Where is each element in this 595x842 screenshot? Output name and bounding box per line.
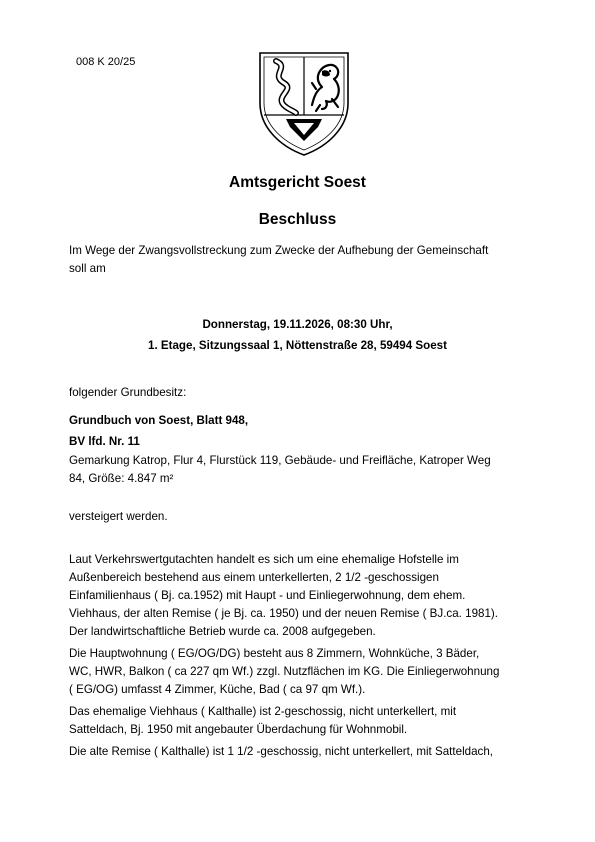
intro-paragraph <box>69 242 531 278</box>
document-type-heading: Beschluss <box>258 211 337 228</box>
property-intro: folgender Grundbesitz: <box>69 386 187 399</box>
details-line: Das ehemalige Viehhaus ( Kalthalle) ist 2-geschossig, nicht unterkellert, mit <box>69 705 457 718</box>
details-paragraph <box>69 703 531 739</box>
file-number: 008 K 20/25 <box>76 56 136 68</box>
property-block <box>69 410 531 488</box>
auction-term <box>0 314 595 356</box>
details-line: Außenbereich bestehend aus einem unterkellerten, 2 1/2 -geschossigen <box>69 571 439 584</box>
intro-line: Im Wege der Zwangsvollstreckung zum Zwecke der Aufhebung der Gemeinschaft <box>69 244 489 257</box>
details-line: Die Hauptwohnung ( EG/OG/DG) besteht aus 8 Zimmern, Wohnküche, 3 Bäder, <box>69 647 480 660</box>
details-line: Die alte Remise ( Kalthalle) ist 1 1/2 -geschossig, nicht unterkellert, mit Satteldach, <box>69 745 494 758</box>
details-paragraph <box>69 551 531 641</box>
details-section <box>69 551 531 765</box>
nrw-coat-of-arms-icon <box>256 49 352 157</box>
details-line: Der landwirtschaftliche Betrieb wurde ca. 2008 aufgegeben. <box>69 625 376 638</box>
intro-line: soll am <box>69 262 106 275</box>
property-description: 84, Größe: 4.847 m² <box>69 472 174 485</box>
details-paragraph <box>69 645 531 699</box>
details-line: Einfamilienhaus ( Bj. ca.1952) mit Haupt - und Einliegerwohnung, dem ehem. <box>69 589 466 602</box>
details-paragraph <box>69 743 531 761</box>
details-line: Laut Verkehrswertgutachten handelt es sich um eine ehemalige Hofstelle im <box>69 553 459 566</box>
bv-number: BV lfd. Nr. 11 <box>69 435 140 448</box>
details-line: Viehhaus, der alten Remise ( je Bj. ca. 1950) und der neuen Remise ( BJ.ca. 1981). <box>69 607 498 620</box>
auction-location: 1. Etage, Sitzungssaal 1, Nöttenstraße 28, 59494 Soest <box>148 339 447 352</box>
details-line: Satteldach, Bj. 1950 mit angebauter Überdachung für Wohnmobil. <box>69 723 408 736</box>
details-line: WC, HWR, Balkon ( ca 227 qm Wf.) zzgl. Nutzflächen im KG. Die Einliegerwohnung <box>69 665 500 678</box>
court-name: Amtsgericht Soest <box>229 174 366 191</box>
grundbuch-reference: Grundbuch von Soest, Blatt 948, <box>69 414 249 427</box>
versteigert-line: versteigert werden. <box>69 510 168 523</box>
details-line: ( EG/OG) umfasst 4 Zimmer, Küche, Bad ( ca 97 qm Wf.). <box>69 683 366 696</box>
property-description: Gemarkung Katrop, Flur 4, Flurstück 119, Gebäude- und Freifläche, Katroper Weg <box>69 454 491 467</box>
auction-date: Donnerstag, 19.11.2026, 08:30 Uhr, <box>202 318 393 331</box>
